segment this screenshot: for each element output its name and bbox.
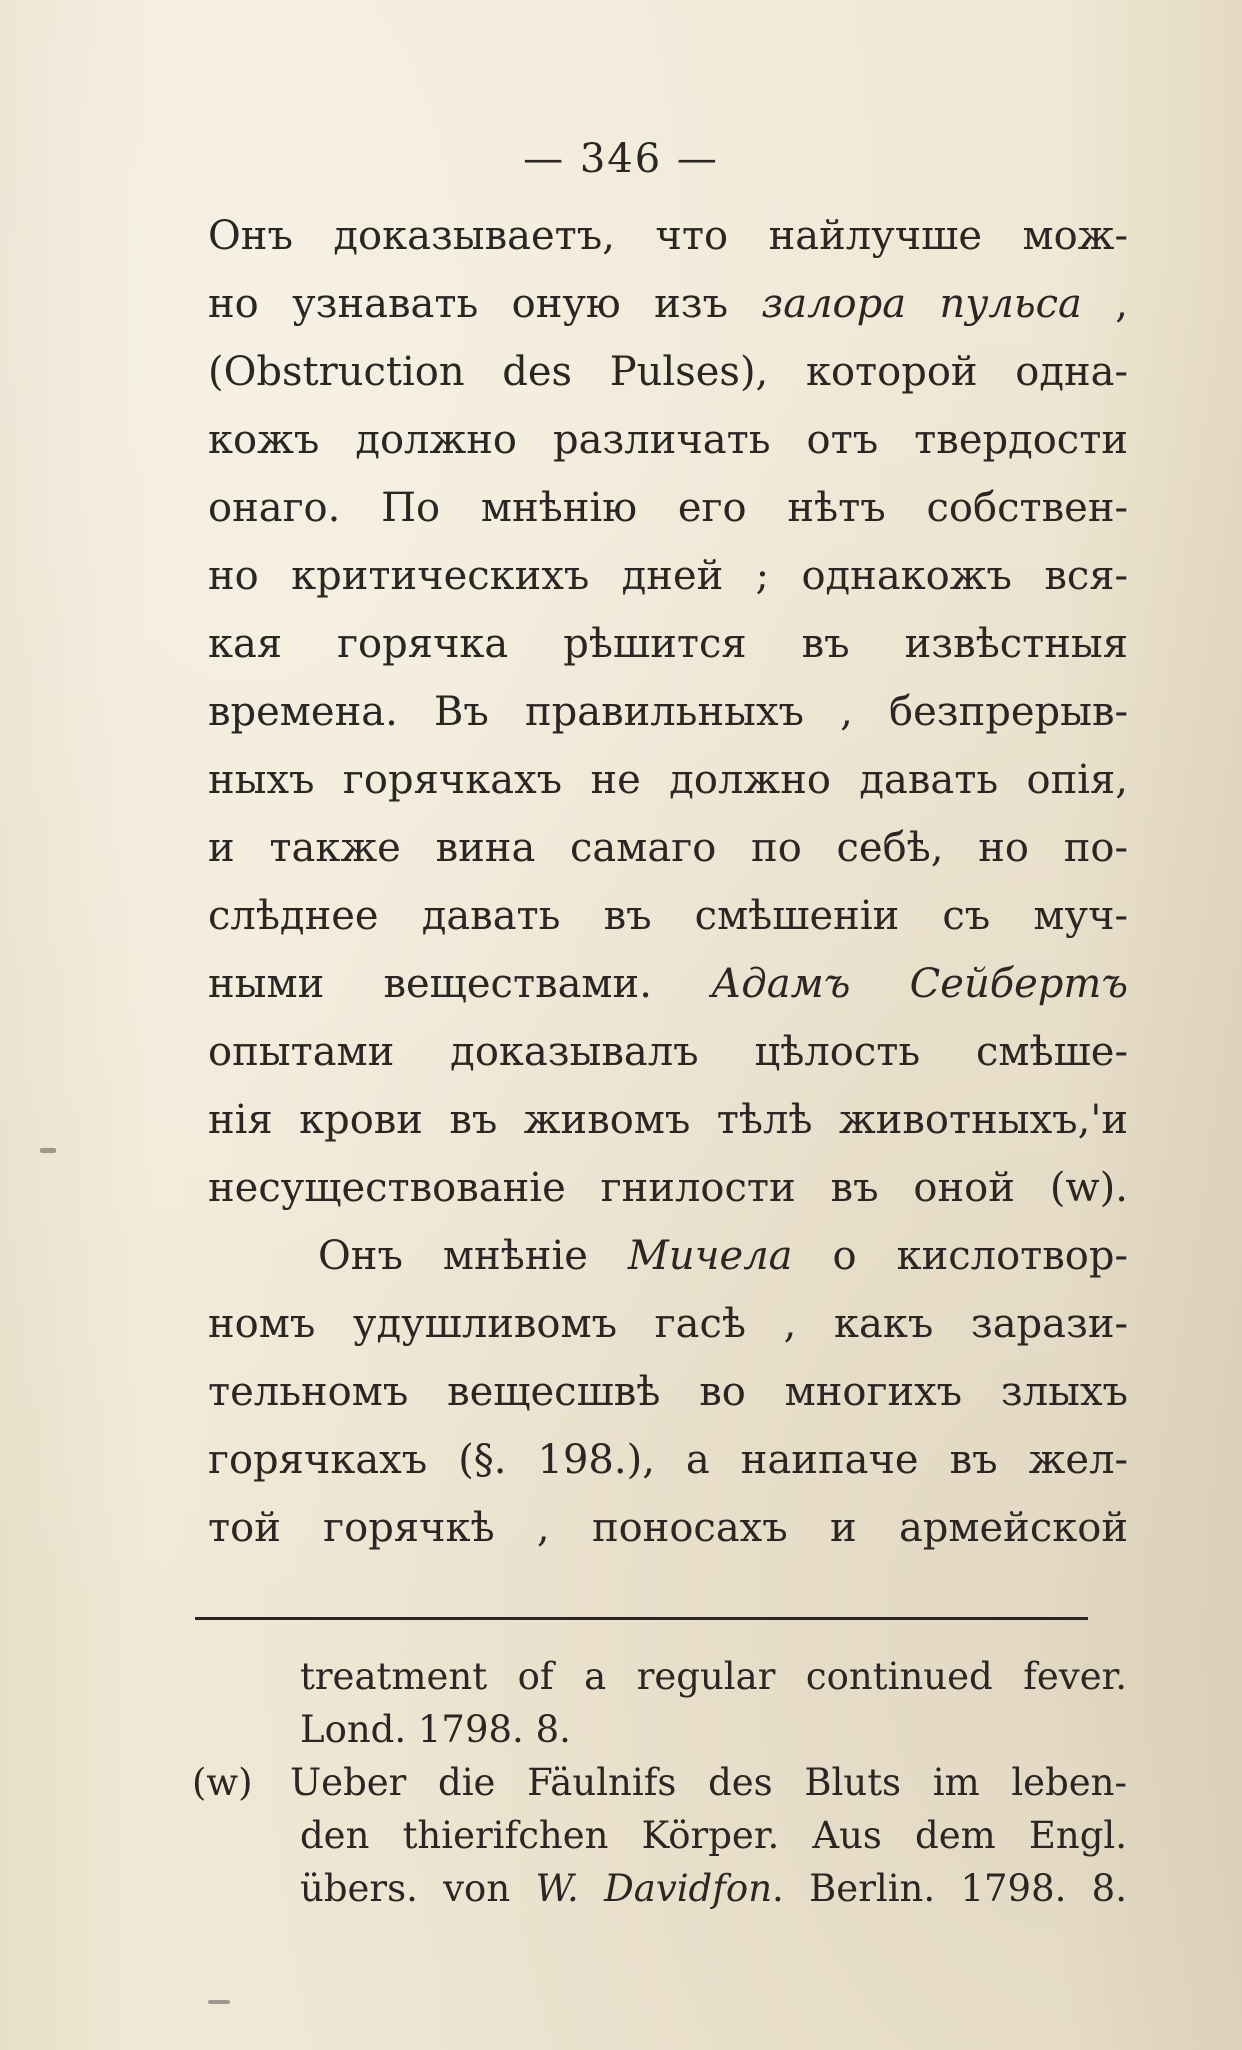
text-line-10: и также вина самаго по себѣ, но по- bbox=[208, 825, 1128, 871]
text-line-8: времена. Въ правильныхъ , безпрерыв- bbox=[208, 689, 1128, 735]
italic-author: W. Davidfon bbox=[535, 1867, 773, 1910]
text-line-3: (Obstruction des Pulses), которой одна- bbox=[208, 349, 1128, 395]
text-line-17: номъ удушливомъ гасѣ , какъ зарази- bbox=[208, 1301, 1128, 1347]
text-line-13: опытами доказывалъ цѣлость смѣше- bbox=[208, 1029, 1128, 1075]
footnotes bbox=[192, 1650, 1127, 1915]
text-line-1: Онъ доказываетъ, что найлучше мож- bbox=[208, 213, 1128, 259]
italic-term: залора пульса bbox=[761, 281, 1082, 327]
italic-name: Адамъ Сейбертъ bbox=[711, 961, 1128, 1007]
text-line-11: слѣднее давать въ смѣшеніи съ муч- bbox=[208, 893, 1128, 939]
text-line-19: горячкахъ (§. 198.), а наипаче въ жел- bbox=[208, 1437, 1128, 1483]
text-line-6: но критическихъ дней ; однакожъ вся- bbox=[208, 553, 1128, 599]
italic-name: Мичела bbox=[627, 1233, 793, 1279]
text-line-2: но узнавать оную изъ залора пульса , bbox=[208, 281, 1129, 327]
footnote-w-line-1: Ueber die Fäulnifs des Bluts im leben- bbox=[290, 1761, 1127, 1804]
text-line-5: онаго. По мнѣнію его нѣтъ собствен- bbox=[208, 485, 1128, 531]
main-text bbox=[208, 202, 1128, 1562]
footnote-w-line-3: übers. von W. Davidfon. Berlin. 1798. 8. bbox=[300, 1867, 1127, 1910]
footnote-w-line-2: den thierifchen Körper. Aus dem Engl. bbox=[300, 1814, 1127, 1857]
text-line-4: кожъ должно различать отъ твердости bbox=[208, 417, 1128, 463]
text-line-12: ными веществами. Адамъ Сейбертъ bbox=[208, 961, 1128, 1007]
text-line-14: нія крови въ живомъ тѣлѣ животныхъ,'и bbox=[208, 1097, 1128, 1143]
footnote-continuation-line: treatment of a regular continued fever. bbox=[300, 1655, 1127, 1698]
ink-speck bbox=[208, 2000, 230, 2004]
page-number: — 346 — bbox=[523, 136, 719, 182]
footnote-divider bbox=[195, 1617, 1088, 1620]
text-line-9: ныхъ горячкахъ не должно давать опія, bbox=[208, 757, 1128, 803]
text-line-7: кая горячка рѣшится въ извѣстныя bbox=[208, 621, 1128, 667]
text-line-15: несуществованіе гнилости въ оной (w). bbox=[208, 1165, 1128, 1211]
text-line-16: Онъ мнѣніе Мичела о кислотвор- bbox=[318, 1233, 1128, 1279]
footnote-continuation-line: Lond. 1798. 8. bbox=[300, 1708, 571, 1751]
text-line-20: той горячкѣ , поносахъ и армейской bbox=[208, 1505, 1128, 1551]
ink-speck bbox=[40, 1148, 56, 1153]
text-line-18: тельномъ вещесшвѣ во многихъ злыхъ bbox=[208, 1369, 1128, 1415]
footnote-marker: (w) bbox=[192, 1761, 253, 1804]
footnote-w bbox=[192, 1756, 1127, 1809]
